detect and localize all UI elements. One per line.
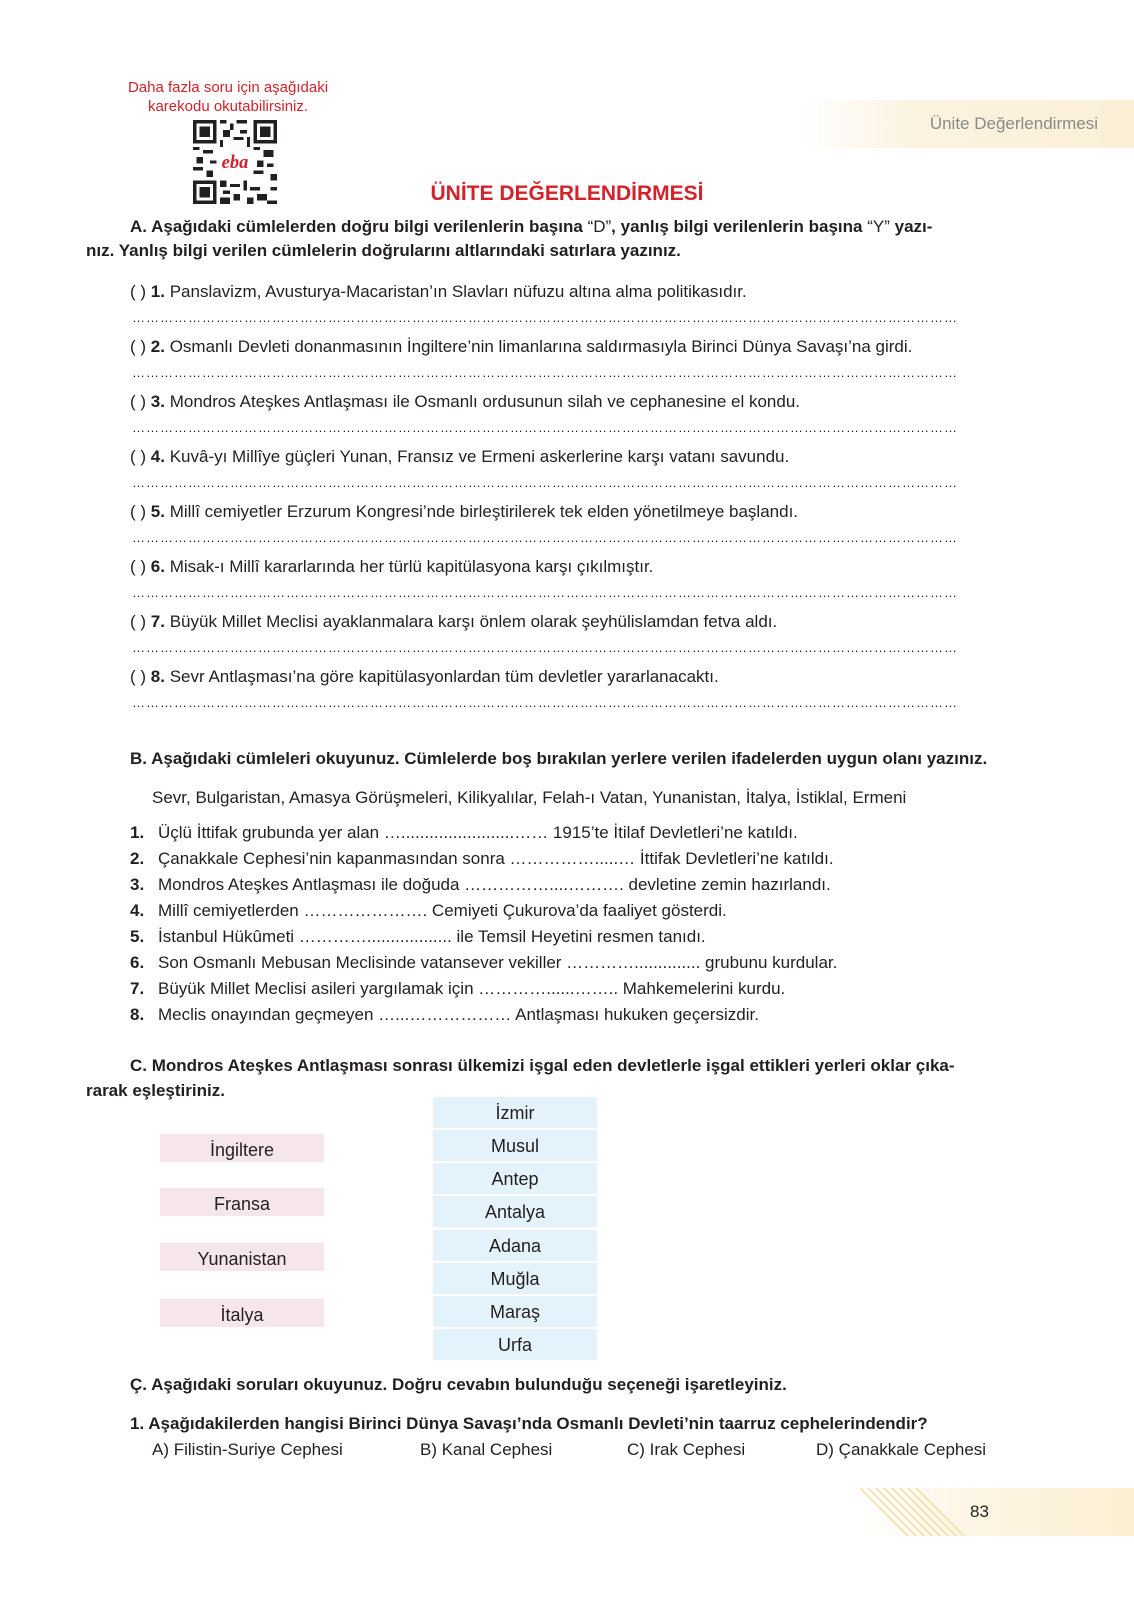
section-a-instruction <box>130 215 1010 239</box>
section-c-instruction: C. Mondros Ateşkes Antlaşması sonrası ülkemizi işgal eden devletlerle işgal ettikleri yerleri oklar çıka- <box>130 1056 955 1075</box>
fill-blank-item[interactable] <box>130 1002 837 1028</box>
fill-blank-item[interactable] <box>130 872 837 898</box>
country-box-fransa[interactable]: Fransa <box>160 1188 324 1216</box>
option-b[interactable]: B) Kanal Cephesi <box>420 1440 553 1459</box>
item-number: 5. <box>130 927 145 946</box>
answer-line[interactable]: …………………………………………………………………………………………………………………………………………………………… <box>132 422 958 434</box>
eba-logo-text: eba <box>221 152 249 173</box>
city-box-adana[interactable]: Adana <box>433 1230 597 1261</box>
country-box-yunanistan[interactable]: Yunanistan <box>160 1243 324 1271</box>
answer-paren[interactable]: ( ) <box>130 612 147 631</box>
country-box-italya[interactable]: İtalya <box>160 1299 324 1327</box>
item-number: 1. <box>130 823 145 842</box>
option-c[interactable]: C) Irak Cephesi <box>627 1440 746 1459</box>
true-false-item <box>130 282 747 302</box>
item-text: Kuvâ-yı Millîye güçleri Yunan, Fransız ve Ermeni askerlerine karşı vatanı savundu. <box>169 447 790 466</box>
item-number: 8. <box>150 667 165 686</box>
city-box-antalya[interactable]: Antalya <box>433 1196 597 1227</box>
item-number: 2. <box>130 849 145 868</box>
true-false-item <box>130 557 653 577</box>
section-a-instruction-p1: A. Aşağıdaki cümlelerden doğru bilgi verilenlerin başına <box>130 217 588 236</box>
true-false-item <box>130 667 719 687</box>
item-text: Osmanlı Devleti donanmasının İngiltere’nin limanlarına saldırmasıyla Birinci Dünya Savaşı’na girdi. <box>169 337 913 356</box>
question-1: 1. Aşağıdakilerden hangisi Birinci Dünya Savaşı’nda Osmanlı Devleti’nin taarruz cephelerindendir? <box>130 1414 928 1433</box>
city-box-urfa[interactable]: Urfa <box>433 1329 597 1360</box>
item-text: İstanbul Hükûmeti ………….................. ile Temsil Heyetini resmen tanıdı. <box>158 927 706 946</box>
answer-line[interactable]: …………………………………………………………………………………………………………………………………………………………… <box>132 532 958 544</box>
section-a-instruction-p3: yazı- <box>889 217 933 236</box>
section-a-instruction-p2: , yanlış bilgi verilenlerin başına <box>611 217 868 236</box>
answer-paren[interactable]: ( ) <box>130 447 147 466</box>
item-text: Misak-ı Millî kararlarında her türlü kapitülasyona karşı çıkılmıştır. <box>169 557 654 576</box>
fill-blank-item[interactable] <box>130 950 837 976</box>
item-text: Mondros Ateşkes Antlaşması ile Osmanlı ordusunun silah ve cephanesine el kondu. <box>169 392 801 411</box>
option-d[interactable]: D) Çanakkale Cephesi <box>816 1440 987 1459</box>
item-number: 5. <box>150 502 165 521</box>
item-text: Sevr Antlaşması’na göre kapitülasyonlardan tüm devletler yararlanacaktı. <box>169 667 719 686</box>
answer-paren[interactable]: ( ) <box>130 502 147 521</box>
answer-line[interactable]: …………………………………………………………………………………………………………………………………………………………… <box>132 642 958 654</box>
page-number: 83 <box>970 1502 989 1521</box>
city-box-maras[interactable]: Maraş <box>433 1296 597 1327</box>
item-text: Panslavizm, Avusturya-Macaristan’ın Slavları nüfuzu altına alma politikasıdır. <box>169 282 747 301</box>
item-number: 2. <box>150 337 165 356</box>
item-text: Millî cemiyetler Erzurum Kongresi’nde birleştirilerek tek elden yönetilmeye başlandı. <box>169 502 799 521</box>
city-box-izmir[interactable]: İzmir <box>433 1097 597 1128</box>
true-false-item <box>130 612 777 632</box>
item-text: Millî cemiyetlerden …………………. Cemiyeti Çukurova’da faaliyet gösterdi. <box>158 901 727 920</box>
item-number: 6. <box>130 953 145 972</box>
true-false-item <box>130 502 798 522</box>
item-number: 7. <box>130 979 145 998</box>
header-bar <box>802 100 1134 148</box>
answer-line[interactable]: …………………………………………………………………………………………………………………………………………………………… <box>132 587 958 599</box>
qr-note-line1: Daha fazla soru için aşağıdaki <box>127 79 329 96</box>
item-number: 3. <box>150 392 165 411</box>
answer-line[interactable]: …………………………………………………………………………………………………………………………………………………………… <box>132 697 958 709</box>
true-false-item <box>130 447 789 467</box>
answer-paren[interactable]: ( ) <box>130 337 147 356</box>
item-number: 4. <box>130 901 145 920</box>
item-number: 4. <box>150 447 165 466</box>
option-a[interactable]: A) Filistin-Suriye Cephesi <box>152 1440 343 1459</box>
answer-paren[interactable]: ( ) <box>130 282 147 301</box>
answer-line[interactable]: …………………………………………………………………………………………………………………………………………………………… <box>132 312 958 324</box>
section-cc-instruction: Ç. Aşağıdaki soruları okuyunuz. Doğru cevabın bulunduğu seçeneği işaretleyiniz. <box>130 1375 787 1394</box>
fill-blank-item[interactable] <box>130 820 837 846</box>
section-a-instruction-d: “D” <box>587 217 612 236</box>
item-text: Meclis onayından geçmeyen …...……………… Antlaşması hukuken geçersizdir. <box>158 1005 759 1024</box>
city-box-antep[interactable]: Antep <box>433 1163 597 1194</box>
item-number: 1. <box>150 282 165 301</box>
header-title: Ünite Değerlendirmesi <box>929 114 1098 133</box>
item-text: Üçlü İttifak grubunda yer alan …........................…… 1915’te İtilaf Devletleri’ne katıldı. <box>158 823 798 842</box>
fill-blank-item[interactable] <box>130 846 837 872</box>
item-text: Son Osmanlı Mebusan Meclisinde vatansever vekiller ………….............. grubunu kurdular. <box>158 953 838 972</box>
page-title: ÜNİTE DEĞERLENDİRMESİ <box>430 182 704 205</box>
item-text: Büyük Millet Meclisi ayaklanmalara karşı önlem olarak şeyhülislamdan fetva aldı. <box>169 612 778 631</box>
answer-line[interactable]: …………………………………………………………………………………………………………………………………………………………… <box>132 477 958 489</box>
item-number: 7. <box>150 612 165 631</box>
fill-blank-item[interactable] <box>130 976 837 1002</box>
footer-band <box>860 1488 1134 1536</box>
item-text: Mondros Ateşkes Antlaşması ile doğuda ……………....………. devletine zemin hazırlandı. <box>158 875 831 894</box>
item-number: 6. <box>150 557 165 576</box>
section-a-instruction-line2: nız. Yanlış bilgi verilen cümlelerin doğrularını altlarındaki satırlara yazınız. <box>86 241 681 260</box>
true-false-item <box>130 337 912 357</box>
item-number: 8. <box>130 1005 145 1024</box>
word-bank: Sevr, Bulgaristan, Amasya Görüşmeleri, Kilikyalılar, Felah-ı Vatan, Yunanistan, İtalya, İstiklal, Ermeni <box>152 788 907 807</box>
section-b-instruction: B. Aşağıdaki cümleleri okuyunuz. Cümlelerde boş bırakılan yerlere verilen ifadelerden uygun olanı yazınız. <box>130 749 988 768</box>
section-a-instruction-y: “Y” <box>867 217 890 236</box>
fill-blank-item[interactable] <box>130 924 837 950</box>
item-text: Büyük Millet Meclisi asileri yargılamak için …………......…….. Mahkemelerini kurdu. <box>158 979 786 998</box>
fill-blank-item[interactable] <box>130 898 837 924</box>
true-false-item <box>130 392 800 412</box>
item-number: 3. <box>130 875 145 894</box>
footer-stripes-decoration <box>860 1488 1134 1536</box>
qr-note-line2: karekodu okutabilirsiniz. <box>147 98 309 115</box>
answer-paren[interactable]: ( ) <box>130 392 147 411</box>
country-box-ingiltere[interactable]: İngiltere <box>160 1134 324 1162</box>
city-box-mugla[interactable]: Muğla <box>433 1263 597 1294</box>
qr-note <box>112 78 344 116</box>
city-box-musul[interactable]: Musul <box>433 1130 597 1161</box>
answer-line[interactable]: …………………………………………………………………………………………………………………………………………………………… <box>132 367 958 379</box>
answer-paren[interactable]: ( ) <box>130 667 147 686</box>
item-text: Çanakkale Cephesi’nin kapanmasından sonra …………….....… İttifak Devletleri’ne katıldı. <box>158 849 834 868</box>
fill-blank-list <box>130 820 837 1028</box>
answer-paren[interactable]: ( ) <box>130 557 147 576</box>
section-c-instruction-line2: rarak eşleştiriniz. <box>86 1081 225 1100</box>
